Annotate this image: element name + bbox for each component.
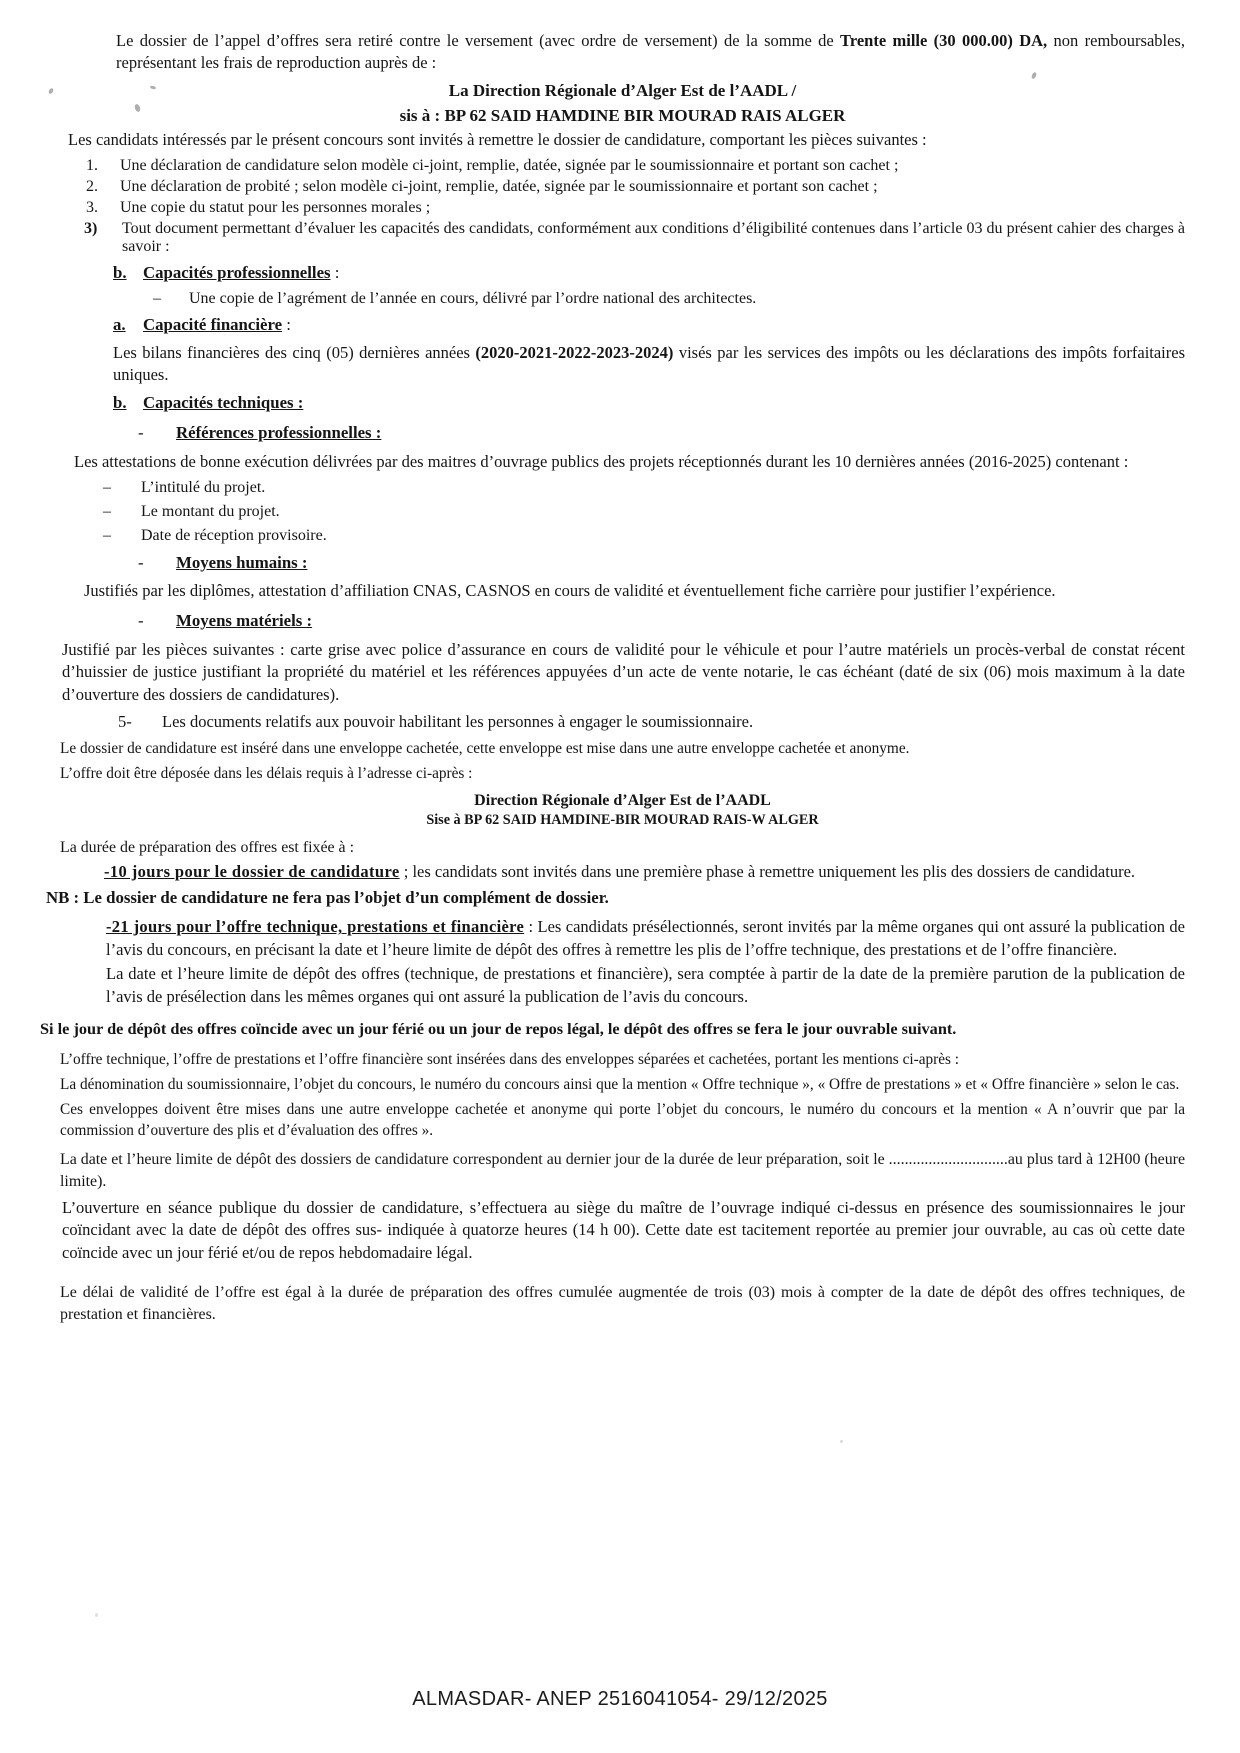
heading-title: Capacités professionnelles [143, 262, 331, 282]
heading-colon: : [330, 262, 340, 282]
para-attestations: Les attestations de bonne exécution délivrées par des maitres d’ouvrage publics des projets réceptionnés durant les 10 dernières années (2016-2025) contenant : [74, 452, 1129, 472]
bilans-annees: (2020-2021-2022-2023-2024) [475, 342, 674, 362]
scan-artifact [95, 1613, 98, 1617]
para-duree-preparation: La durée de préparation des offres est fixée à : [60, 839, 354, 857]
list-text: Tout document permettant d’évaluer les capacités des candidats, conformément aux conditions d’éligibilité contenues dans l’article 03 du présent cahier des charges à savoir : [122, 219, 1185, 255]
list-text: Les documents relatifs aux pouvoir habilitant les personnes à engager le soumissionnaire. [162, 711, 754, 731]
dash-marker: – [103, 526, 111, 544]
dash-marker: – [103, 478, 111, 496]
list-item-piece-1 [60, 157, 1185, 175]
para-jour-ferie: Si le jour de dépôt des offres coïncide avec un jour férié ou un jour de repos légal, le dépôt des offres se fera le jour ouvrable suivant. [40, 1019, 957, 1039]
heading-letter: b. [113, 393, 127, 413]
heading-colon: : [282, 314, 291, 334]
rest-10-jours: ; les candidats sont invités dans une première phase à remettre uniquement les plis des dossiers de candidature. [399, 862, 1136, 882]
bilans-pre: Les bilans financières des cinq (05) dernières années [113, 342, 476, 362]
para-10-jours [104, 861, 1185, 883]
address-depot-line1: Direction Régionale d’Alger Est de l’AADL [474, 791, 771, 809]
para-date-limite: La date et l’heure limite de dépôt des dossiers de candidature correspondent au dernier jour de la durée de leur préparation, soit le ..............................au plus tard à 12H00 (heure limite). [60, 1151, 1185, 1191]
dash-item-intitule [60, 479, 1185, 497]
heading-references-professionnelles [138, 422, 1185, 445]
heading-moyens-humains [138, 552, 1185, 575]
dash-item-montant [60, 503, 1185, 521]
list-number: 2. [86, 177, 98, 195]
para-ouverture-seance: L’ouverture en séance publique du dossier de candidature, s’effectuera au siège du maître de l’ouvrage indiqué ci-dessus en présence des soumissionnaires le jour coïncidant avec la date de dépôt des offres sus- indiquée à quatorze heures (14 h 00). Cette date est tacitement reportée au premier jour ouvrable, au cas où cette date coïncide avec un jour férié et/ou de repos hebdomadaire légal. [62, 1197, 1185, 1262]
heading-capacite-financiere [113, 314, 1185, 337]
list-text: Une déclaration de probité ; selon modèle ci-joint, remplie, datée, signée par le soumissionnaire et portant son cachet ; [120, 177, 878, 195]
heading-letter: b. [113, 262, 127, 282]
scan-artifact [840, 1440, 843, 1443]
retrait-text-post: non remboursables, représentant les frais de reproduction auprès de : [116, 31, 1185, 73]
para-invitation-candidats: Les candidats intéressés par le présent concours sont invités à remettre le dossier de candidature, comportant les pièces suivantes : [68, 130, 927, 150]
lead-10-jours: -10 jours pour le dossier de candidature [104, 862, 400, 882]
para-enveloppe-cachetee: Le dossier de candidature est inséré dans une enveloppe cachetée, cette enveloppe est mise dans une autre enveloppe cachetée et anonyme. [60, 740, 910, 758]
para-moyens-materiels: Justifié par les pièces suivantes : carte grise avec police d’assurance en cours de validité pour le véhicule et pour l’autre matériels un procès-verbal de constat récent d’huissier de justice justifiant la propriété du matériel et les références appuyées d’un acte de vente notarie, le cas échéant (daté de six (06) mois maximum à la date d’ouverture des dossiers de candidatures). [62, 639, 1185, 704]
para-date-heure-depot: La date et l’heure limite de dépôt des offres (technique, de prestations et financière), sera comptée à partir de la date de la première parution de la publication de l’avis de présélection dans les mêmes organes qui ont assuré la publication de l’avis du concours. [106, 964, 1185, 1006]
list-number: 3. [86, 198, 98, 216]
para-bilans-financiers [113, 342, 1185, 387]
para-depot-adresse: L’offre doit être déposée dans les délais requis à l’adresse ci-après : [60, 765, 473, 783]
retrait-amount: Trente mille (30 000.00) DA, [840, 31, 1048, 50]
heading-capacites-techniques [113, 392, 1185, 415]
heading-capacites-professionnelles [113, 262, 1185, 285]
address-depot-line2: Sise à BP 62 SAID HAMDINE-BIR MOURAD RAIS-W ALGER [426, 811, 819, 828]
dash-text: Date de réception provisoire. [141, 526, 327, 544]
para-retrait-dossier [116, 30, 1185, 75]
bullet-text: Une copie de l’agrément de l’année en cours, délivré par l’ordre national des architectes. [189, 289, 757, 307]
address-direction-regionale-line2: sis à : BP 62 SAID HAMDINE BIR MOURAD RAIS ALGER [399, 105, 846, 125]
dash-marker: – [103, 502, 111, 520]
list-text: Une déclaration de candidature selon modèle ci-joint, remplie, datée, signée par le soumissionnaire et portant son cachet ; [120, 156, 899, 174]
list-number: 3) [84, 219, 98, 237]
para-21-jours [106, 916, 1185, 961]
dash-text: Le montant du projet. [141, 502, 280, 520]
para-denomination: La dénomination du soumissionnaire, l’objet du concours, le numéro du concours ainsi que la mention « Offre technique », « Offre de prestations » et « Offre financière » selon le cas. [60, 1076, 1180, 1094]
anep-footer: ALMASDAR- ANEP 2516041054- 29/12/2025 [412, 1688, 828, 1710]
retrait-text-pre: Le dossier de l’appel d’offres sera retiré contre le versement (avec ordre de versement) de la somme de [116, 31, 841, 50]
heading-letter: a. [113, 314, 126, 334]
para-delai-validite: Le délai de validité de l’offre est égal à la durée de préparation des offres cumulée augmentée de trois (03) mois à compter de la date de dépôt des offres techniques, de prestation et financières. [60, 1283, 1185, 1323]
heading-title: Capacités techniques : [143, 393, 304, 413]
list-text: Une copie du statut pour les personnes morales ; [120, 198, 431, 216]
list-number: 5- [118, 711, 132, 731]
dash-item-reception [60, 527, 1185, 545]
list-number: 1. [86, 156, 98, 174]
bilans-post: visés par les services des impôts ou les déclarations des impôts forfaitaires uniques. [113, 342, 1186, 384]
list-item-5-documents [60, 711, 1185, 733]
heading-moyens-materiels [138, 610, 1185, 633]
para-moyens-humains: Justifiés par les diplômes, attestation d’affiliation CNAS, CASNOS en cours de validité et éventuellement fiche carrière pour justifier l’expérience. [84, 581, 1056, 601]
para-enveloppes-anonymes: Ces enveloppes doivent être mises dans une autre enveloppe cachetée et anonyme qui porte l’objet du concours, le numéro du concours et la mention « A n’ouvrir que par la commission d’ouverture des plis et d’évaluation des offres ». [60, 1100, 1185, 1139]
para-nb: NB : Le dossier de candidature ne fera pas l’objet d’un complément de dossier. [46, 888, 609, 908]
dash-marker: – [153, 289, 161, 307]
dash-marker: - [138, 610, 144, 630]
dash-marker: - [138, 552, 144, 572]
heading-title: Capacité financière [143, 314, 283, 334]
dash-text: L’intitulé du projet. [141, 478, 266, 496]
address-direction-regionale-line1: La Direction Régionale d’Alger Est de l’AADL / [448, 80, 797, 100]
heading-title: Moyens matériels : [176, 610, 313, 630]
dash-marker: - [138, 423, 144, 443]
lead-21-jours: -21 jours pour l’offre technique, prestations et financière [106, 917, 525, 937]
bullet-agrement [153, 290, 1185, 308]
heading-title: Références professionnelles : [176, 423, 382, 443]
list-item-piece-3 [60, 199, 1185, 217]
rest-21-jours: : Les candidats présélectionnés, seront invités par la même organes qui ont assuré la publication de l’avis du concours, en précisant la date et l’heure limite de dépôt des offres à remettre les plis de l’offre technique, des prestations et de l’offre financière. [106, 917, 1186, 959]
list-item-3-documents [60, 220, 1185, 256]
heading-title: Moyens humains : [176, 552, 308, 572]
list-item-piece-2 [60, 178, 1185, 196]
para-offres-enveloppes: L’offre technique, l’offre de prestations et l’offre financière sont insérées dans des enveloppes séparées et cachetées, portant les mentions ci-après : [60, 1051, 960, 1069]
